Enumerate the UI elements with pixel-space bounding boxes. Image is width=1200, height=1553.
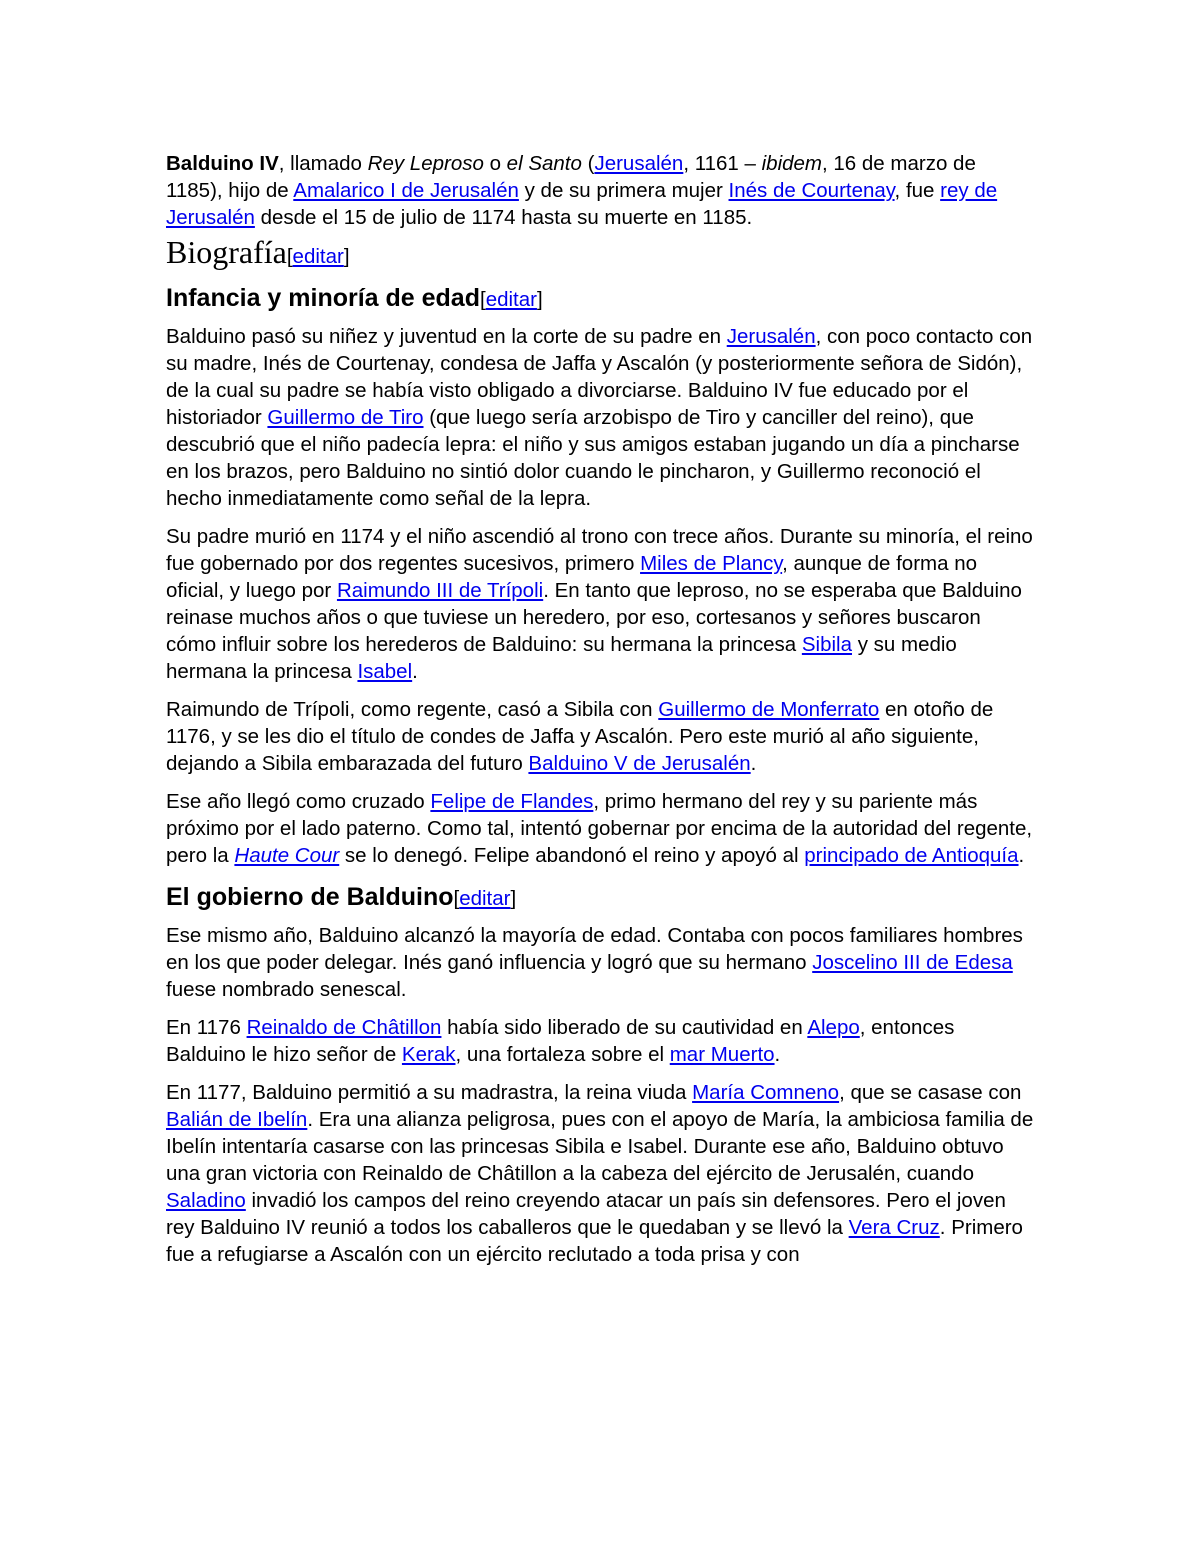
link-principado-de-antioquia[interactable]: principado de Antioquía — [804, 844, 1019, 867]
link-isabel[interactable]: Isabel — [357, 660, 413, 683]
paragraph-5 — [166, 922, 1036, 1003]
text-run: fuese nombrado senescal. — [166, 978, 407, 1001]
link-joscelino-iii[interactable]: Joscelino III de Edesa — [812, 951, 1013, 974]
intro-paragraph — [166, 150, 1036, 231]
link-text: Haute Cour — [234, 844, 340, 867]
edit-link-infancia[interactable]: editar — [485, 288, 537, 311]
text-run: . — [1018, 844, 1025, 867]
document-page — [166, 150, 1036, 1279]
intro-italic-el-santo: el Santo — [506, 152, 582, 175]
text-run: Su padre murió en 1174 y el niño ascendió al trono con trece años. Durante su minoría, el reino fue gobernado por dos regentes sucesivos, primero — [166, 525, 1033, 575]
intro-title-bold: Balduino IV — [166, 152, 279, 175]
text-run: , una fortaleza sobre el — [455, 1043, 670, 1066]
heading-text: Infancia y minoría de edad — [166, 284, 480, 312]
edit-section: [editar] — [453, 887, 517, 910]
edit-section: [editar] — [286, 245, 350, 268]
text-run: , aunque de forma no oficial, y luego por — [166, 552, 977, 602]
link-alepo[interactable]: Alepo — [807, 1016, 860, 1039]
text-run: . — [750, 752, 757, 775]
paragraph-3 — [166, 696, 1036, 777]
heading-text: El gobierno de Balduino — [166, 883, 454, 911]
edit-link-biografia[interactable]: editar — [292, 245, 344, 268]
text-run: En 1176 — [166, 1016, 247, 1039]
link-sibila[interactable]: Sibila — [801, 633, 852, 656]
text-run: ( — [581, 152, 595, 175]
text-run: En 1177, Balduino permitió a su madrastra, la reina viuda — [166, 1081, 693, 1104]
link-haute-cour[interactable] — [234, 844, 339, 867]
link-ines-de-courtenay[interactable]: Inés de Courtenay — [728, 179, 895, 202]
text-run: , entonces Balduino le hizo señor de — [166, 1016, 955, 1066]
text-run: . Primero fue a refugiarse a Ascalón con un ejército reclutado a toda prisa y con — [166, 1216, 1023, 1266]
text-run: . — [774, 1043, 781, 1066]
link-raimundo-iii[interactable]: Raimundo III de Trípoli — [336, 579, 544, 602]
link-rey-de-jerusalen[interactable]: rey de Jerusalén — [166, 179, 998, 229]
text-run: Ese mismo año, Balduino alcanzó la mayoría de edad. Contaba con pocos familiares hombres en los que poder delegar. Inés ganó influencia y logró que su hermano — [166, 924, 1023, 974]
link-mar-muerto[interactable]: mar Muerto — [669, 1043, 775, 1066]
text-run: . — [412, 660, 418, 683]
text-run: , 16 de marzo de 1185), hijo de — [166, 152, 976, 202]
paragraph-7 — [166, 1079, 1036, 1268]
edit-link-gobierno[interactable]: editar — [459, 887, 511, 910]
text-run: Raimundo de Trípoli, como regente, casó a Sibila con — [166, 698, 659, 721]
text-run: había sido liberado de su cautividad en — [441, 1016, 808, 1039]
text-run: , fue — [894, 179, 941, 202]
paragraph-1 — [166, 323, 1036, 512]
link-vera-cruz[interactable]: Vera Cruz — [848, 1216, 940, 1239]
text-run: , llamado — [278, 152, 368, 175]
paragraph-2 — [166, 523, 1036, 685]
link-amalarico[interactable]: Amalarico I de Jerusalén — [293, 179, 519, 202]
text-run: . Era una alianza peligrosa, pues con el apoyo de María, la ambiciosa familia de Ibelín intentaría casarse con las princesas Sibila e Isabel. Durante ese año, Balduino obtuvo una gran victoria con Reinaldo de Châtillon a la cabeza del ejército de Jerusalén, cuando — [166, 1108, 1034, 1185]
text-run: desde el 15 de julio de 1174 hasta su muerte en 1185. — [254, 206, 753, 229]
heading-biografia — [166, 235, 1036, 274]
heading-gobierno — [166, 880, 1036, 916]
link-jerusalen[interactable]: Jerusalén — [594, 152, 684, 175]
edit-section: [editar] — [479, 288, 543, 311]
text-run: en otoño de 1176, y se les dio el título de condes de Jaffa y Ascalón. Pero este murió al año siguiente, dejando a Sibila embarazada del futuro — [166, 698, 994, 775]
text-run: , primo hermano del rey y su pariente más próximo por el lado paterno. Como tal, intentó gobernar por encima de la autoridad del regente, pero la — [166, 790, 1033, 867]
intro-italic-rey-leproso: Rey Leproso — [367, 152, 484, 175]
link-miles-de-plancy[interactable]: Miles de Plancy — [640, 552, 783, 575]
text-run: o — [483, 152, 507, 175]
text-run: , con poco contacto con su madre, Inés de Courtenay, condesa de Jaffa y Ascalón (y posteriormente señora de Sidón), de la cual su padre se había visto obligado a divorciarse. Balduino IV fue educado por el historiador — [166, 325, 1033, 429]
text-run: y su medio hermana la princesa — [166, 633, 957, 683]
text-run: y de su primera mujer — [518, 179, 729, 202]
text-run: , 1161 – — [683, 152, 762, 175]
text-run: Balduino pasó su niñez y juventud en la corte de su padre en — [166, 325, 727, 348]
link-guillermo-de-monferrato[interactable]: Guillermo de Monferrato — [658, 698, 880, 721]
paragraph-4 — [166, 788, 1036, 869]
link-maria-comneno[interactable]: María Comneno — [692, 1081, 840, 1104]
link-balduino-v[interactable]: Balduino V de Jerusalén — [528, 752, 751, 775]
link-reinaldo-de-chatillon[interactable]: Reinaldo de Châtillon — [246, 1016, 442, 1039]
link-saladino[interactable]: Saladino — [166, 1189, 246, 1212]
text-run: (que luego sería arzobispo de Tiro y canciller del reino), que descubrió que el niño padecía lepra: el niño y sus amigos estaban jugando un día a pincharse en los brazos, pero Balduino no sintió dolor cuando le pincharon, y Guillermo reconoció el hecho inmediatamente como señal de la lepra. — [166, 406, 1020, 510]
text-run: se lo denegó. Felipe abandonó el reino y apoyó al — [339, 844, 805, 867]
link-jerusalen[interactable]: Jerusalén — [726, 325, 816, 348]
intro-italic-ibidem: ibidem — [761, 152, 822, 175]
link-kerak[interactable]: Kerak — [401, 1043, 456, 1066]
text-run: invadió los campos del reino creyendo atacar un país sin defensores. Pero el joven rey Balduino IV reunió a todos los caballeros que le quedaban y se llevó la — [166, 1189, 1006, 1239]
link-balian-de-ibelin[interactable]: Balián de Ibelín — [166, 1108, 308, 1131]
link-guillermo-de-tiro[interactable]: Guillermo de Tiro — [267, 406, 424, 429]
heading-infancia — [166, 281, 1036, 317]
link-felipe-de-flandes[interactable]: Felipe de Flandes — [430, 790, 594, 813]
text-run: , que se casase con — [839, 1081, 1022, 1104]
text-run: . En tanto que leproso, no se esperaba que Balduino reinase muchos años o que tuviese un heredero, por eso, cortesanos y señores buscaron cómo influir sobre los herederos de Balduino: su hermana la princesa — [166, 579, 1022, 656]
paragraph-6 — [166, 1014, 1036, 1068]
heading-text: Biografía — [166, 234, 287, 270]
text-run: Ese año llegó como cruzado — [166, 790, 431, 813]
